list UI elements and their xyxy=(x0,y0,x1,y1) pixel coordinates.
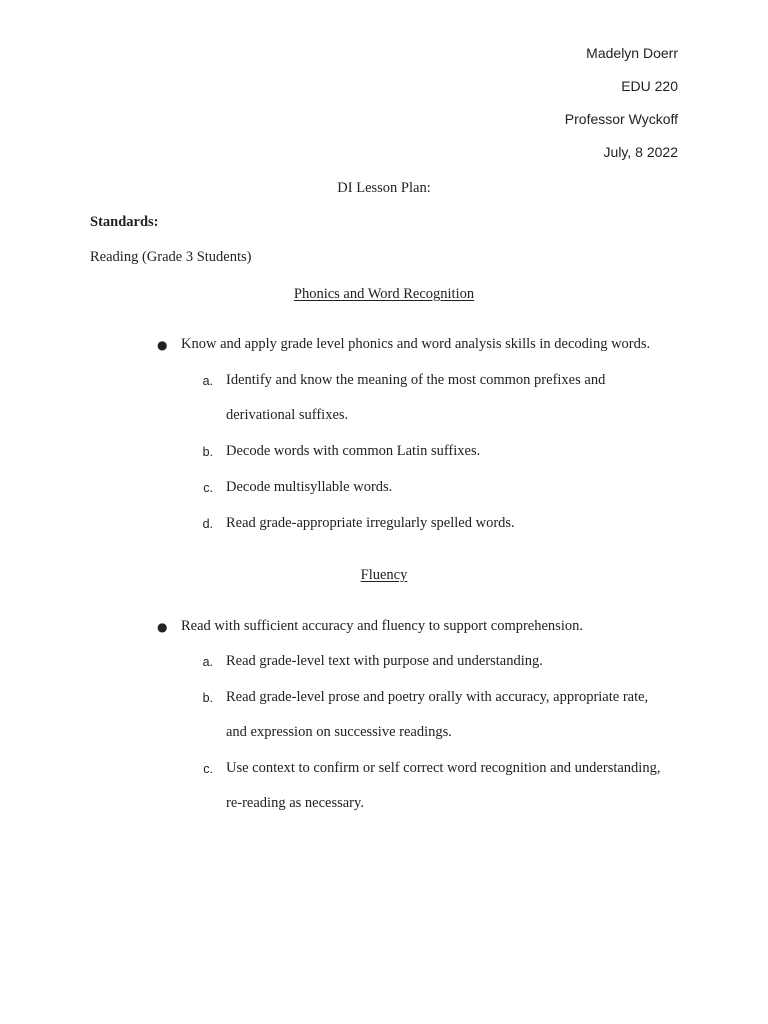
list-item-text-continued: and expression on successive readings. xyxy=(226,724,452,740)
bullet-text-phonics: Know and apply grade level phonics and word analysis skills in decoding words. xyxy=(181,336,651,352)
bullet-icon: ● xyxy=(157,620,168,634)
professor-name: Professor Wyckoff xyxy=(564,111,678,127)
list-item-text: Decode multisyllable words. xyxy=(226,479,393,495)
list-marker-a: a. xyxy=(202,655,213,669)
bullet-icon: ● xyxy=(157,338,168,352)
list-item-text: Use context to confirm or self correct word recognition and understanding, xyxy=(226,760,661,776)
section-heading-phonics: Phonics and Word Recognition xyxy=(293,286,475,302)
list-marker-c: c. xyxy=(203,762,213,776)
list-item-text: Read grade-level text with purpose and understanding. xyxy=(226,653,543,669)
bullet-text-fluency: Read with sufficient accuracy and fluency to support comprehension. xyxy=(181,618,583,634)
subject-line: Reading (Grade 3 Students) xyxy=(90,249,252,265)
course-code: EDU 220 xyxy=(621,78,678,94)
standards-heading: Standards: xyxy=(90,214,159,230)
author-name: Madelyn Doerr xyxy=(586,45,678,61)
list-item-text-continued: re-reading as necessary. xyxy=(226,795,364,811)
section-heading-fluency: Fluency xyxy=(360,567,408,583)
list-marker-b: b. xyxy=(202,691,213,705)
list-marker-a: a. xyxy=(202,374,213,388)
list-item-text: Read grade-appropriate irregularly spelled words. xyxy=(226,515,515,531)
list-item-text: Decode words with common Latin suffixes. xyxy=(226,443,481,459)
list-item-text: Identify and know the meaning of the most common prefixes and xyxy=(226,372,606,388)
document-title: DI Lesson Plan: xyxy=(337,180,431,196)
list-marker-c: c. xyxy=(203,481,213,495)
list-marker-d: d. xyxy=(202,517,213,531)
list-marker-b: b. xyxy=(202,445,213,459)
list-item-text-continued: derivational suffixes. xyxy=(226,407,349,423)
list-item-text: Read grade-level prose and poetry orally with accuracy, appropriate rate, xyxy=(226,689,649,705)
document-date: July, 8 2022 xyxy=(603,144,678,160)
